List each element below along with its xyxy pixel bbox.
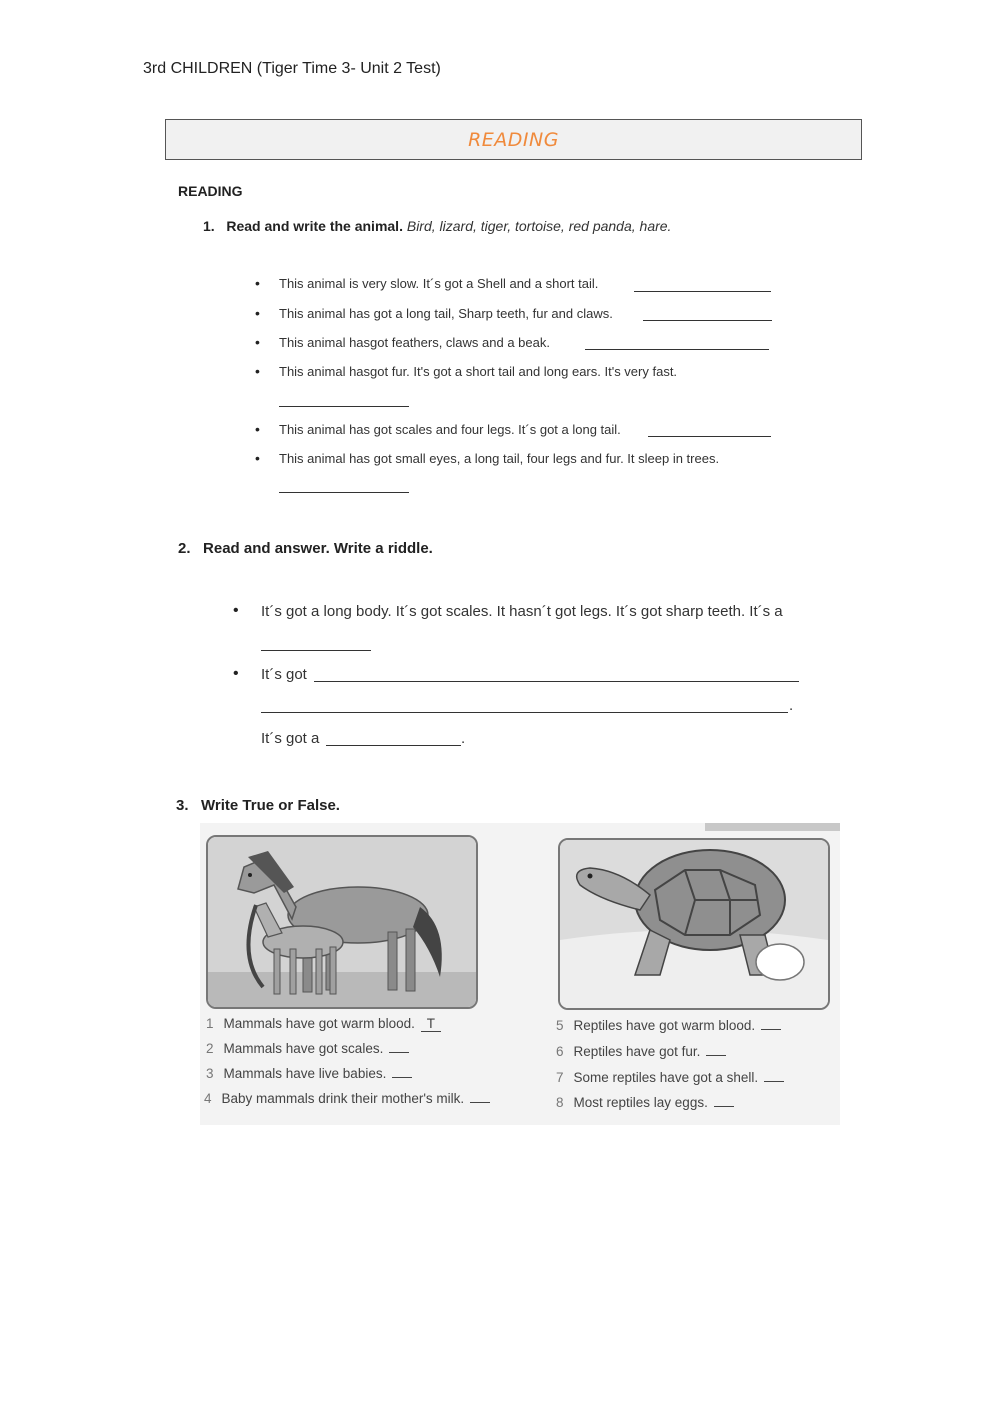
answer-blank[interactable] [634, 291, 771, 292]
statement-number: 1 [206, 1016, 214, 1031]
statement-text: Mammals have got scales. [223, 1041, 384, 1056]
statement-number: 8 [556, 1095, 564, 1110]
question-number: 3. [176, 797, 189, 814]
statement-number: 7 [556, 1070, 564, 1085]
tf-statement [556, 1095, 734, 1110]
answer-blank[interactable] [585, 349, 769, 350]
list-item: • This animal has got a long tail, Sharp teeth, fur and claws. [279, 306, 613, 321]
horse-illustration [208, 837, 476, 1007]
statement-text: Mammals have got warm blood. [223, 1016, 415, 1031]
answer-blank[interactable] [470, 1102, 490, 1103]
punctuation: . [461, 730, 466, 747]
horse-picture [206, 835, 478, 1009]
answer-blank[interactable] [279, 492, 409, 493]
panel-edge [705, 823, 840, 831]
statement-number: 6 [556, 1044, 564, 1059]
tf-statement [206, 1041, 409, 1056]
tortoise-illustration [560, 840, 828, 1008]
list-item: • This animal has got scales and four legs. It´s got a long tail. [279, 422, 621, 437]
word-bank: Bird, lizard, tiger, tortoise, red panda, hare. [406, 218, 672, 234]
reading-banner [165, 119, 862, 160]
list-item: • This animal has got small eyes, a long tail, four legs and fur. It sleep in trees. [279, 451, 719, 466]
answer-blank[interactable]: T [421, 1016, 441, 1032]
tf-statement [206, 1066, 412, 1081]
question-number: 2. [178, 540, 191, 557]
answer-blank[interactable] [392, 1077, 412, 1078]
tf-statement [206, 1016, 441, 1032]
answer-blank[interactable] [764, 1081, 784, 1082]
statement-text: Baby mammals drink their mother's milk. [221, 1091, 465, 1106]
statement-text: Some reptiles have got a shell. [573, 1070, 759, 1085]
answer-blank[interactable] [279, 406, 409, 407]
question-2-title [178, 540, 433, 557]
answer-blank[interactable] [389, 1052, 409, 1053]
question-instruction: Read and write the animal. [226, 218, 403, 234]
riddle-2-last: It´s got a [261, 730, 320, 747]
answer-blank[interactable] [706, 1055, 726, 1056]
statement-number: 3 [206, 1066, 214, 1081]
tortoise-picture [558, 838, 830, 1010]
list-item: • This animal hasgot feathers, claws and a beak. [279, 335, 550, 350]
statement-text: Reptiles have got warm blood. [573, 1018, 756, 1033]
statement-text: Reptiles have got fur. [573, 1044, 701, 1059]
statement-number: 4 [204, 1091, 212, 1106]
question-1-title [203, 218, 671, 234]
document-header: 3rd CHILDREN (Tiger Time 3- Unit 2 Test) [143, 60, 441, 77]
answer-blank[interactable] [714, 1106, 734, 1107]
punctuation: . [789, 697, 794, 714]
section-heading: READING [178, 183, 243, 199]
statement-text: Mammals have live babies. [223, 1066, 387, 1081]
answer-blank[interactable] [648, 436, 771, 437]
riddle-2-start: • It´s got [261, 666, 307, 683]
answer-blank[interactable] [261, 712, 788, 713]
question-instruction: Write True or False. [201, 797, 340, 814]
question-3-title [176, 797, 340, 814]
list-item: • This animal hasgot fur. It's got a short tail and long ears. It's very fast. [279, 364, 677, 379]
answer-blank[interactable] [761, 1029, 781, 1030]
tf-statement [204, 1091, 490, 1106]
tf-statement [556, 1044, 726, 1059]
statement-text: Most reptiles lay eggs. [573, 1095, 708, 1110]
true-false-panel [200, 823, 840, 1125]
list-item: • This animal is very slow. It´s got a Shell and a short tail. [279, 276, 598, 291]
answer-blank[interactable] [314, 681, 799, 682]
tf-statement [556, 1018, 781, 1033]
answer-blank[interactable] [643, 320, 772, 321]
banner-label: READING [468, 128, 559, 151]
statement-number: 2 [206, 1041, 214, 1056]
riddle-1-text: • It´s got a long body. It´s got scales. It hasn´t got legs. It´s got sharp teeth. It´s a [261, 603, 783, 620]
statement-number: 5 [556, 1018, 564, 1033]
question-instruction: Read and answer. Write a riddle. [203, 540, 433, 557]
answer-blank[interactable] [261, 650, 371, 651]
answer-blank[interactable] [326, 745, 461, 746]
question-number: 1. [203, 218, 215, 234]
tf-statement [556, 1070, 784, 1085]
